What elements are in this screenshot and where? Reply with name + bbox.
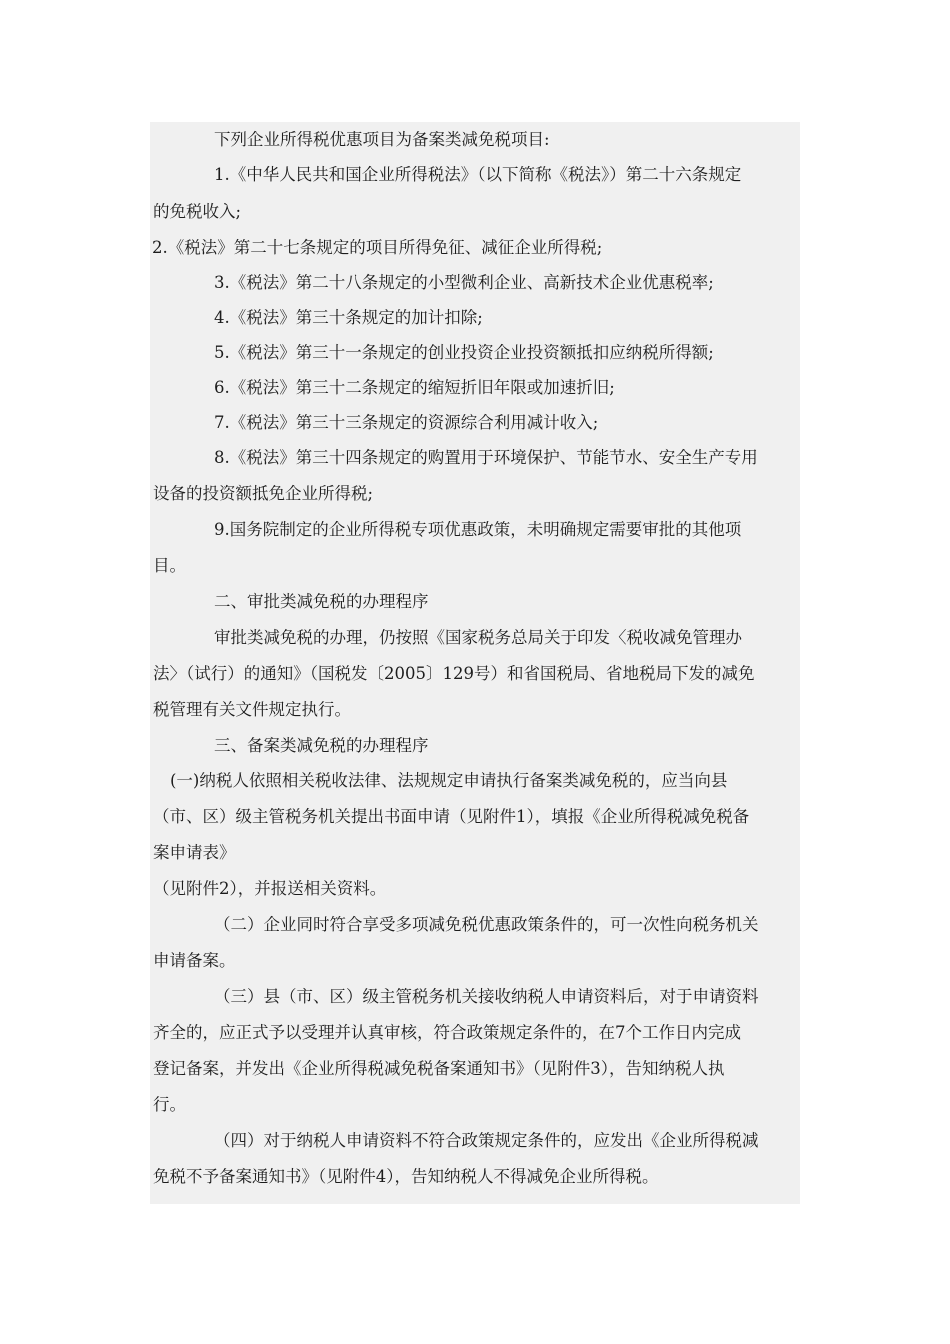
text-line: （三）县（市、区）级主管税务机关接收纳税人申请资料后，对于申请资料 — [214, 987, 759, 1006]
text-line: （四）对于纳税人申请资料不符合政策规定条件的，应发出《企业所得税减 — [214, 1131, 759, 1150]
text-line: 设备的投资额抵免企业所得税; — [153, 484, 374, 503]
text-line: 1.《中华人民共和国企业所得税法》（以下简称《税法》）第二十六条规定 — [214, 165, 742, 184]
text-line: 8.《税法》第三十四条规定的购置用于环境保护、节能节水、安全生产专用 — [214, 448, 758, 467]
text-line: 审批类减免税的办理，仍按照《国家税务总局关于印发〈税收减免管理办 — [214, 628, 742, 647]
text-line: 行。 — [153, 1095, 186, 1114]
text-line: 4.《税法》第三十条规定的加计扣除; — [214, 308, 483, 327]
text-line: 登记备案，并发出《企业所得税减免税备案通知书》（见附件3），告知纳税人执 — [153, 1059, 725, 1078]
text-line: 申请备案。 — [153, 951, 236, 970]
text-line: 5.《税法》第三十一条规定的创业投资企业投资额抵扣应纳税所得额; — [214, 343, 714, 362]
text-line: 法〉（试行）的通知》（国税发〔2005〕129号）和省国税局、省地税局下发的减免 — [153, 664, 755, 683]
text-line: 免税不予备案通知书》（见附件4），告知纳税人不得减免企业所得税。 — [153, 1167, 659, 1186]
text-line: 9.国务院制定的企业所得税专项优惠政策，未明确规定需要审批的其他项 — [214, 520, 742, 539]
document-body — [150, 122, 800, 1204]
text-line: 2.《税法》第二十七条规定的项目所得免征、减征企业所得税; — [152, 238, 603, 257]
text-line: 的免税收入; — [153, 202, 242, 221]
section-heading: 三、备案类减免税的办理程序 — [214, 736, 429, 755]
section-heading: 二、审批类减免税的办理程序 — [214, 592, 429, 611]
text-line: 下列企业所得税优惠项目为备案类减免税项目: — [214, 130, 550, 149]
text-line: 目。 — [153, 556, 186, 575]
text-line: 税管理有关文件规定执行。 — [153, 700, 351, 719]
text-line: 7.《税法》第三十三条规定的资源综合利用减计收入; — [214, 413, 599, 432]
text-line: （二）企业同时符合享受多项减免税优惠政策条件的，可一次性向税务机关 — [214, 915, 759, 934]
text-line: （见附件2），并报送相关资料。 — [153, 879, 387, 898]
text-line: 6.《税法》第三十二条规定的缩短折旧年限或加速折旧; — [214, 378, 615, 397]
text-line: 案申请表》 — [153, 843, 236, 862]
text-line: (一)纳税人依照相关税收法律、法规规定申请执行备案类减免税的，应当向县 — [170, 771, 728, 790]
text-line: 齐全的，应正式予以受理并认真审核，符合政策规定条件的，在7个工作日内完成 — [153, 1023, 741, 1042]
text-line: 3.《税法》第二十八条规定的小型微利企业、高新技术企业优惠税率; — [214, 273, 714, 292]
text-line: （市、区）级主管税务机关提出书面申请（见附件1），填报《企业所得税减免税备 — [153, 807, 750, 826]
